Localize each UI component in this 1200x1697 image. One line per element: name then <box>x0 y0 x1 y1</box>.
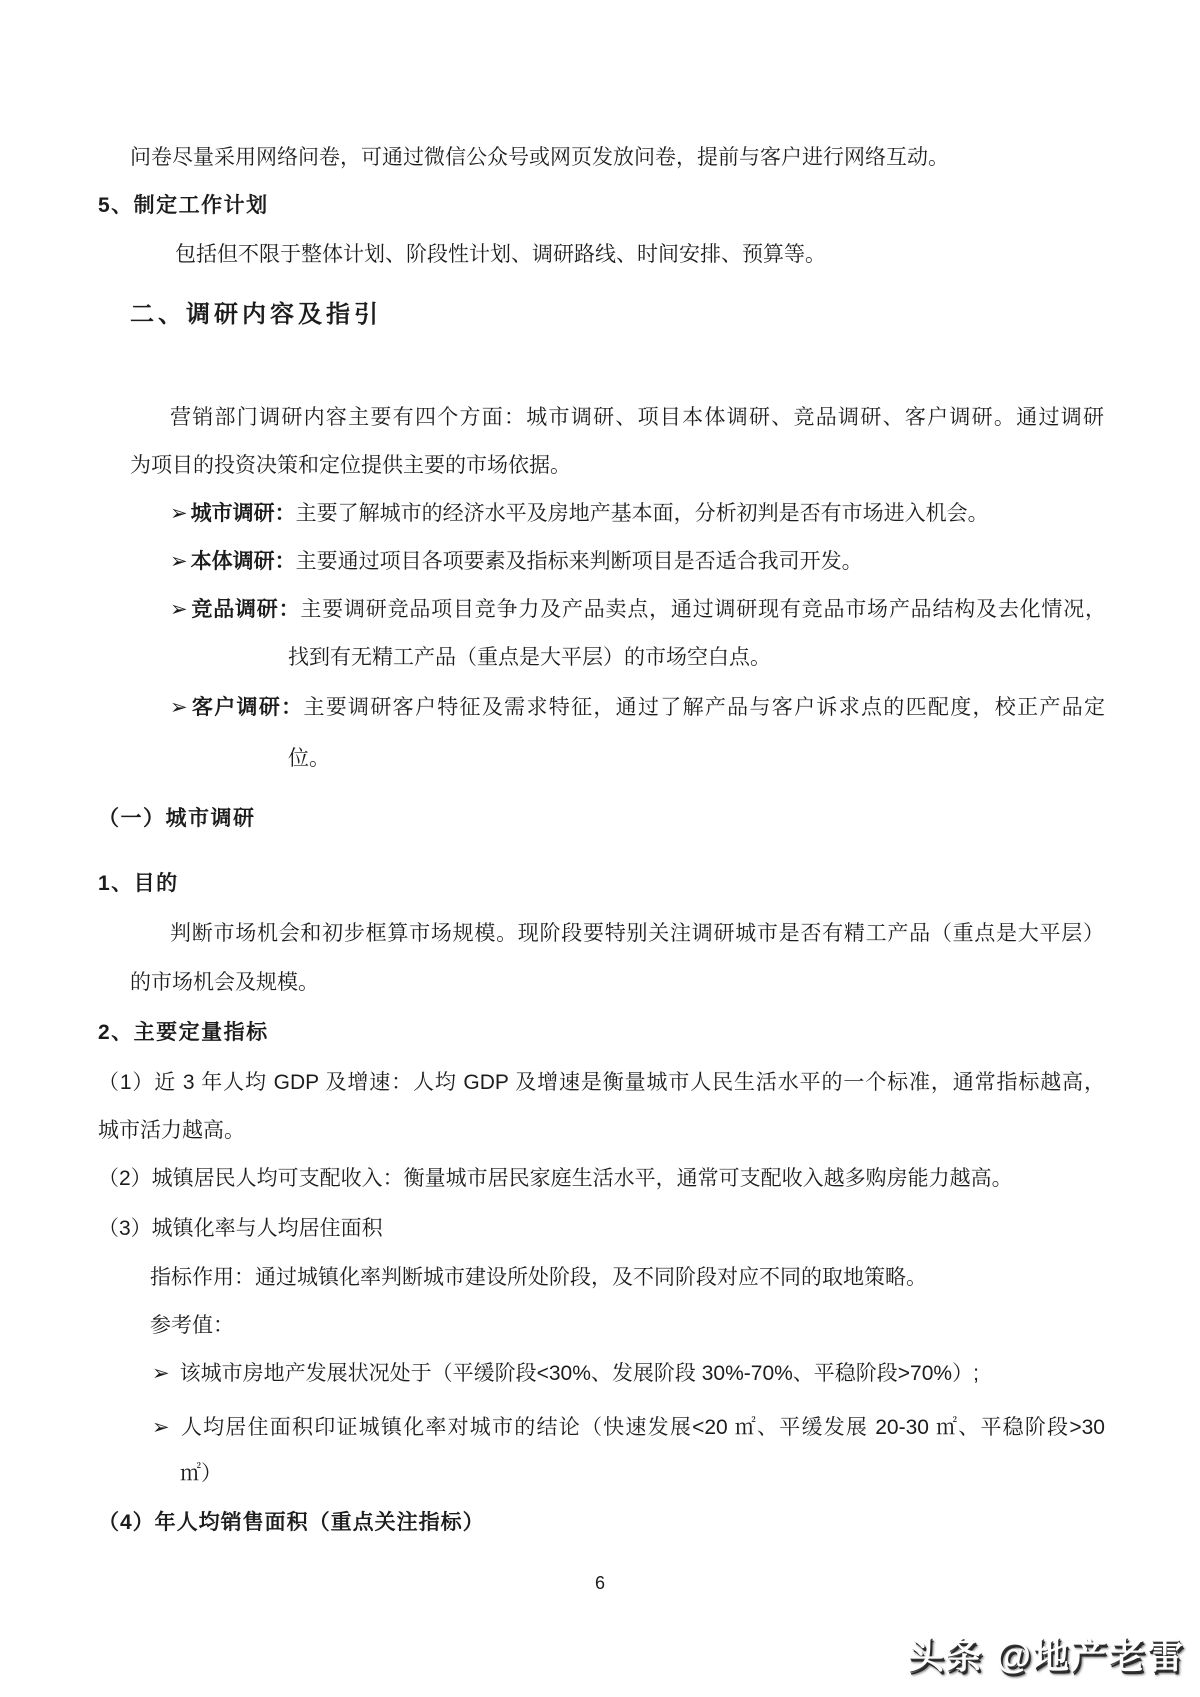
metric-gdp-line-2: 城市活力越高。 <box>98 1119 245 1142</box>
arrow-bullet-icon: ➢ <box>152 1362 170 1385</box>
arrow-bullet-icon: ➢ <box>170 502 188 525</box>
subsection-city-research: （一）城市调研 <box>98 807 256 830</box>
bullet-city-research <box>170 501 989 527</box>
bullet-text: 主要调研客户特征及需求特征，通过了解产品与客户诉求点的匹配度，校正产品定 <box>303 696 1106 719</box>
sub-bullet-text: 该城市房地产发展状况处于（平缓阶段<30%、发展阶段 30%-70%、平稳阶段>70%）; <box>179 1362 979 1385</box>
sub-bullet-living-area-cont: ㎡） <box>180 1462 222 1485</box>
heading-quantitative-metrics: 2、主要定量指标 <box>98 1021 269 1044</box>
heading-work-plan: 5、制定工作计划 <box>98 194 269 217</box>
bullet-label: 本体调研： <box>190 550 296 573</box>
bullet-label: 城市调研： <box>190 502 296 525</box>
sub-bullet-living-area <box>152 1415 1105 1441</box>
arrow-bullet-icon: ➢ <box>170 550 188 573</box>
metric-urbanization-role: 指标作用：通过城镇化率判断城市建设所处阶段，及不同阶段对应不同的取地策略。 <box>150 1266 927 1289</box>
bullet-competitor-research-cont: 找到有无精工产品（重点是大平层）的市场空白点。 <box>288 646 771 669</box>
arrow-bullet-icon: ➢ <box>152 1416 170 1439</box>
paragraph-work-plan: 包括但不限于整体计划、阶段性计划、调研路线、时间安排、预算等。 <box>175 243 826 266</box>
metric-urbanization-reference: 参考值： <box>150 1314 234 1337</box>
bullet-customer-research <box>170 695 1105 721</box>
bullet-competitor-research <box>170 597 1106 623</box>
intro-line-2: 为项目的投资决策和定位提供主要的市场依据。 <box>130 454 571 477</box>
bullet-text: 主要调研竞品项目竞争力及产品卖点，通过调研现有竞品市场产品结构及去化情况， <box>300 598 1107 621</box>
metric-disposable-income: （2）城镇居民人均可支配收入：衡量城市居民家庭生活水平，通常可支配收入越多购房能力越高。 <box>98 1167 1013 1190</box>
watermark: 头条 @地产老雷 <box>907 1635 1185 1676</box>
bullet-text: 主要通过项目各项要素及指标来判断项目是否适合我司开发。 <box>295 550 863 573</box>
intro-line-1: 营销部门调研内容主要有四个方面：城市调研、项目本体调研、竞品调研、客户调研。通过调研 <box>170 406 1104 429</box>
bullet-customer-research-cont: 位。 <box>288 747 330 770</box>
purpose-line-1: 判断市场机会和初步框算市场规模。现阶段要特别关注调研城市是否有精工产品（重点是大平层） <box>170 922 1104 945</box>
arrow-bullet-icon: ➢ <box>170 696 188 719</box>
bullet-label: 竞品调研： <box>190 598 301 621</box>
bullet-text: 主要了解城市的经济水平及房地产基本面，分析初判是否有市场进入机会。 <box>295 502 989 525</box>
section-title-research-content: 二、调研内容及指引 <box>130 301 382 328</box>
bullet-project-research <box>170 549 863 575</box>
sub-bullet-text: 人均居住面积印证城镇化率对城市的结论（快速发展<20 ㎡、平缓发展 20-30 ㎡、平稳阶段>30 <box>179 1416 1105 1439</box>
metric-sales-area: （4）年人均销售面积（重点关注指标） <box>98 1511 485 1534</box>
heading-purpose: 1、目的 <box>98 872 179 895</box>
bullet-label: 客户调研： <box>190 696 304 719</box>
sub-bullet-development-stage <box>152 1361 979 1387</box>
metric-gdp-line-1: （1）近 3 年人均 GDP 及增速：人均 GDP 及增速是衡量城市人民生活水平的一个标准，通常指标越高， <box>98 1071 1105 1094</box>
paragraph-questionnaire: 问卷尽量采用网络问卷，可通过微信公众号或网页发放问卷，提前与客户进行网络互动。 <box>130 146 949 169</box>
purpose-line-2: 的市场机会及规模。 <box>130 971 319 994</box>
page-number: 6 <box>594 1573 605 1593</box>
metric-urbanization: （3）城镇化率与人均居住面积 <box>98 1217 383 1240</box>
arrow-bullet-icon: ➢ <box>170 598 188 621</box>
